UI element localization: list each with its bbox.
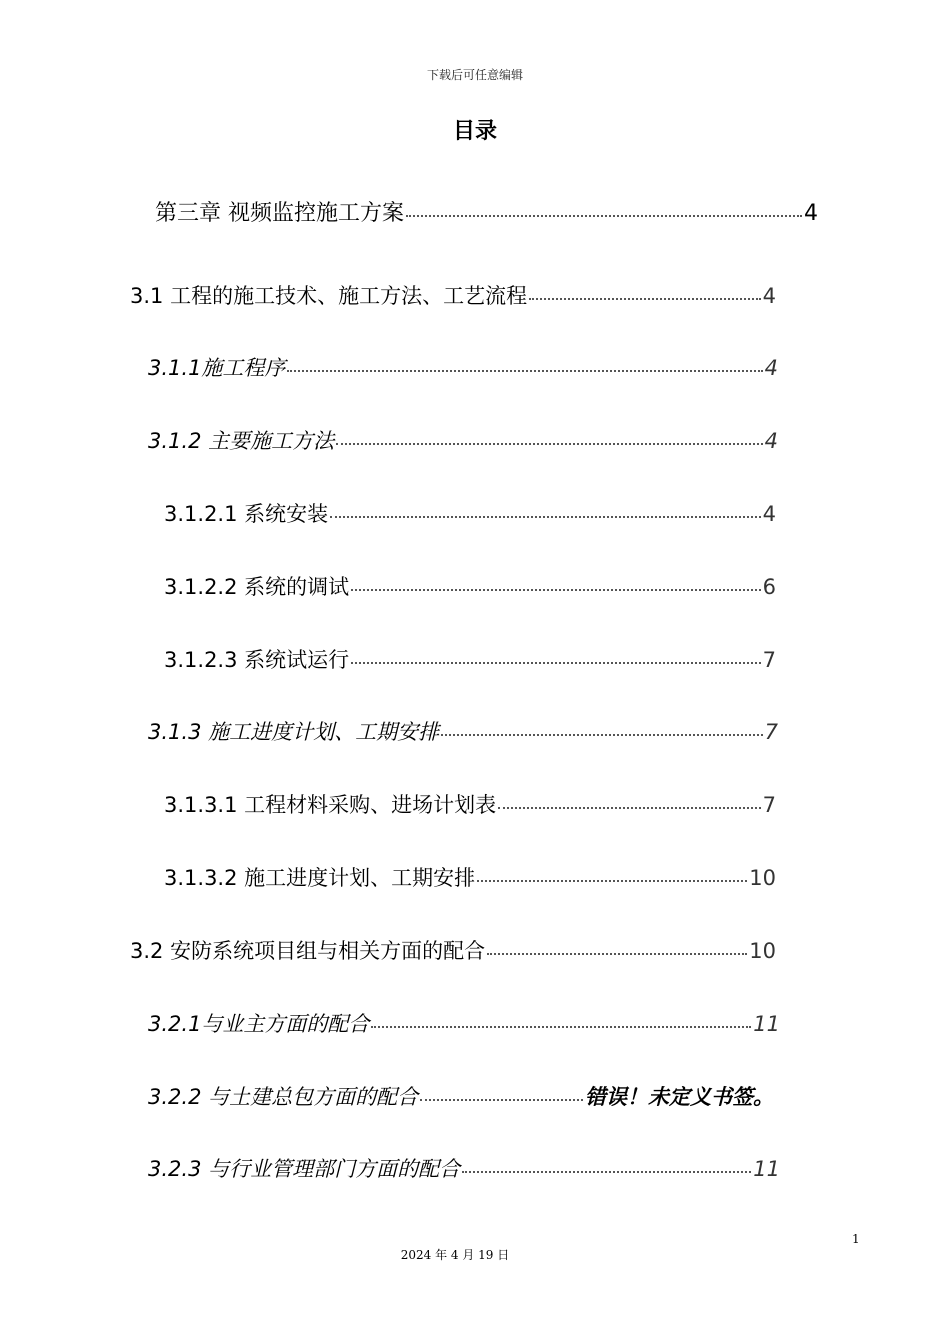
dot-leader <box>406 215 802 217</box>
toc-entry-page: 4 <box>762 502 776 526</box>
toc-entry-label: 第三章 视频监控施工方案 <box>155 201 404 226</box>
toc-entry-label: 3.1.2.2 系统的调试 <box>164 575 350 599</box>
toc-entry-label: 3.1 工程的施工技术、施工方法、工艺流程 <box>130 284 528 308</box>
dot-leader <box>477 880 747 882</box>
dot-leader <box>351 662 760 664</box>
toc-entry-label: 3.1.2 主要施工方法 <box>148 429 335 453</box>
dot-leader <box>529 298 761 300</box>
dot-leader <box>371 1026 751 1028</box>
toc-entry-label: 3.2.2 与土建总包方面的配合 <box>148 1085 419 1109</box>
toc-entry-3-1-3[interactable] <box>148 716 778 746</box>
toc-entry-label: 3.1.1施工程序 <box>148 356 286 380</box>
page-number: 1 <box>852 1232 860 1246</box>
toc-entry-label: 3.2.3 与行业管理部门方面的配合 <box>148 1157 461 1181</box>
dot-leader <box>498 807 760 809</box>
toc-entry-3-2[interactable] <box>130 935 776 965</box>
toc-entry-page: 11 <box>753 1012 780 1036</box>
toc-entry-3-1-2-2[interactable] <box>164 571 776 601</box>
toc-entry-label: 3.1.3.1 工程材料采购、进场计划表 <box>164 793 497 817</box>
dot-leader <box>336 443 763 445</box>
toc-entry-label: 3.1.2.3 系统试运行 <box>164 648 350 672</box>
toc-title: 目录 <box>452 119 497 144</box>
toc-entry-3-1-1[interactable] <box>148 352 778 382</box>
dot-leader <box>487 953 747 955</box>
dot-leader <box>351 589 760 591</box>
toc-entry-label: 3.1.3 施工进度计划、工期安排 <box>148 720 440 744</box>
toc-entry-label: 3.2 安防系统项目组与相关方面的配合 <box>130 939 486 963</box>
toc-entry-page: 10 <box>749 866 776 890</box>
page-footer-date: 2024 年 4 月 19 日 <box>400 1248 510 1262</box>
toc-entry-page: 10 <box>749 939 776 963</box>
toc-entry-label: 3.2.1与业主方面的配合 <box>148 1012 370 1036</box>
toc-entry-page: 4 <box>764 356 778 380</box>
toc-entry-page: 4 <box>804 201 818 226</box>
dot-leader <box>330 516 760 518</box>
toc-entry-3-1-2-3[interactable] <box>164 644 776 674</box>
toc-entry-3-2-3[interactable] <box>148 1153 780 1183</box>
toc-entry-3-2-1[interactable] <box>148 1008 780 1038</box>
toc-entry-page: 4 <box>762 284 776 308</box>
dot-leader <box>420 1099 583 1101</box>
toc-entry-page: 11 <box>753 1157 780 1181</box>
toc-entry-3-1-2[interactable] <box>148 425 778 455</box>
toc-entry-page: 6 <box>762 575 776 599</box>
toc-entry-page: 7 <box>764 720 778 744</box>
toc-entry-page: 4 <box>764 429 778 453</box>
toc-entry-page: 7 <box>762 648 776 672</box>
page-header: 下载后可任意编辑 <box>426 68 523 82</box>
toc-entry-3-1-3-1[interactable] <box>164 789 776 819</box>
dot-leader <box>462 1171 751 1173</box>
toc-entry-3-2-2[interactable] <box>148 1081 774 1111</box>
toc-entry-page-error: 错误！未定义书签。 <box>585 1085 774 1109</box>
toc-entry-3-1[interactable] <box>130 280 776 310</box>
toc-entry-3-1-3-2[interactable] <box>164 862 776 892</box>
toc-entry-chapter-3[interactable] <box>155 196 818 227</box>
toc-entry-label: 3.1.3.2 施工进度计划、工期安排 <box>164 866 476 890</box>
toc-entry-3-1-2-1[interactable] <box>164 498 776 528</box>
toc-entry-label: 3.1.2.1 系统安装 <box>164 502 329 526</box>
dot-leader <box>287 370 762 372</box>
toc-entry-page: 7 <box>762 793 776 817</box>
dot-leader <box>441 734 763 736</box>
